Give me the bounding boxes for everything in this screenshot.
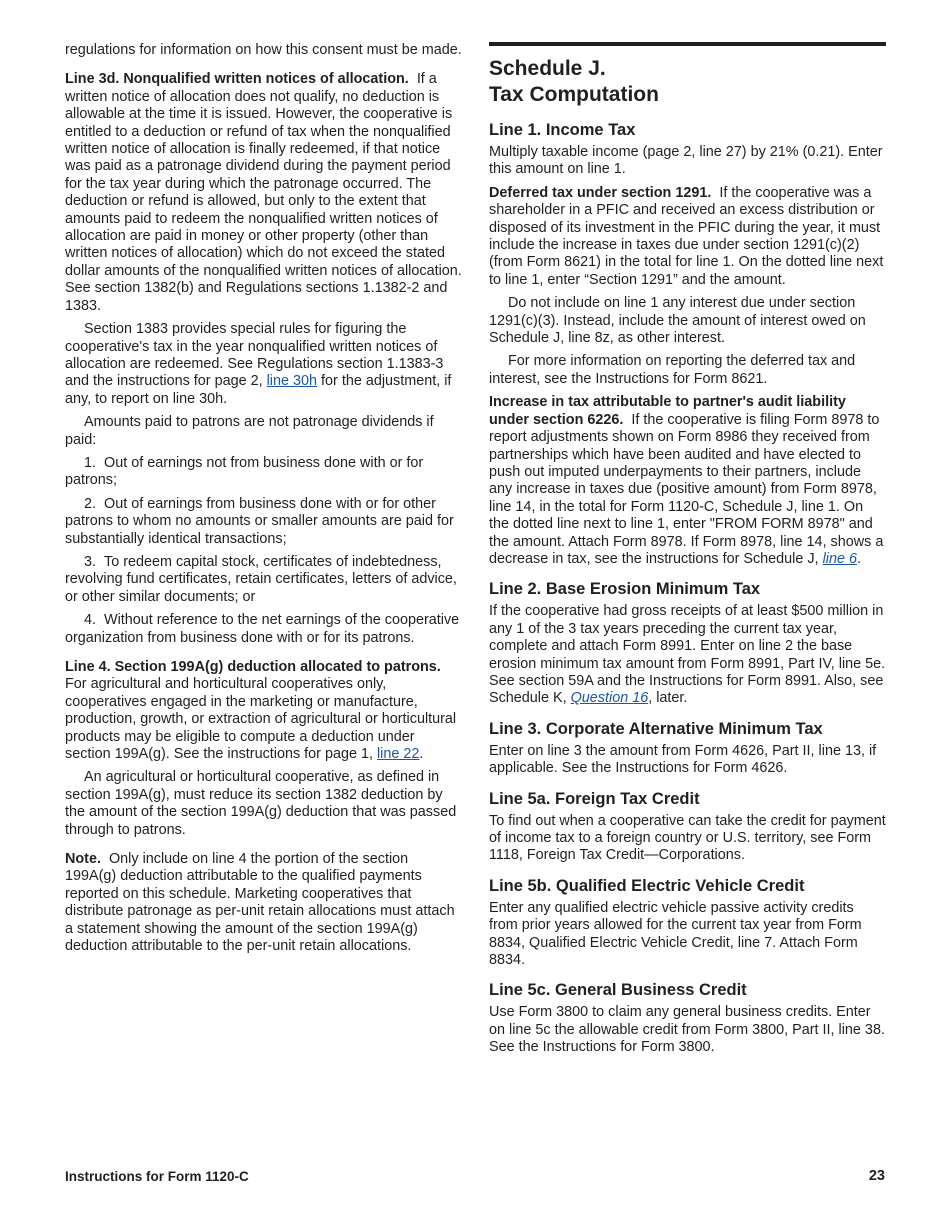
paragraph-line-3d xyxy=(65,71,463,315)
paragraph-section-1383 xyxy=(65,321,463,408)
list-item-1: 1. Out of earnings not from business done with or for patrons; xyxy=(65,454,424,489)
paragraph-line-2 xyxy=(489,603,886,707)
title-line-1: Schedule J. xyxy=(489,57,606,80)
line-3d-body: If a written notice of allocation does not qualify, no deduction is allowable at the time it is issued. However, the cooperative is entitled to a deduction or refund of tax when the nonqualified written notice of allocation is finally redeemed, if that notice was paid as a patronage dividend during the payment period for the tax year during which the patronage occurred. The deduction or refund is allowed, but only to the extent that amounts paid to redeem the nonqualified written notices of allocation are paid in money or other property (other than written notices of allocation) which do not exceed the stated dollar amounts of the nonqualified written notices of allocation. See section 1382(b) and Regulations sections 1.1382-2 and 1383. xyxy=(65,71,462,314)
line-4-body-end: . xyxy=(419,746,424,763)
heading-line-1: Line 1. Income Tax xyxy=(489,121,636,139)
paragraph-line-5b: Enter any qualified electric vehicle passive activity credits from prior years allowed for the current tax year from Form 8834, Qualified Electric Vehicle Credit, line 7. Attach Form 8834. xyxy=(489,899,862,969)
list-item-3: 3. To redeem capital stock, certificates of indebtedness, revolving fund certificates, retain certificates, letters of advice, or other similar documents; or xyxy=(65,553,457,605)
paragraph-audit-liability xyxy=(489,394,886,568)
title-line-2: Tax Computation xyxy=(489,83,659,106)
audit-liability-body: If the cooperative is filing Form 8978 to report adjustments shown on Form 8986 they received from partnerships which have been audited and have elected to push out imputed underpayments to their partners, include any increase in taxes due (positive amount) from Form 8978, line 14, in the total for Form 1120-C, Schedule J, line 1. On the dotted line next to line 1, enter "FROM FORM 8978" and the amount. Attach Form 8978. If Form 8978, line 14, shows a decrease in tax, see the instructions for Schedule J, xyxy=(489,411,884,567)
list-item-2: 2. Out of earnings from business done with or for other patrons to whom no amounts or smaller amounts are paid for substantially identical transactions; xyxy=(65,495,454,547)
paragraph-note xyxy=(65,851,463,955)
note-heading: Note. xyxy=(65,851,101,868)
line-30h-link[interactable]: line 30h xyxy=(266,373,318,390)
line-2-body: If the cooperative had gross receipts of at least $500 million in any 1 of the 3 tax years preceding the current tax year, complete and attach Form 8991. Enter on line 2 the base erosion minimum tax amount from Form 8991, Part IV, line 5e. See section 59A and the Instructions for Form 8991. Also, see Schedule K, xyxy=(489,603,886,707)
section-rule xyxy=(489,42,886,46)
note-body: Only include on line 4 the portion of the section 199A(g) deduction attributable to the qualified payments reported on this schedule. Marketing cooperatives that distribute patronage as per-unit retain allocations must attach a statement showing the amount of the section 199A(g) deduction attributable to the per-unit retain allocations. xyxy=(65,851,455,955)
paragraph-line-1: Multiply taxable income (page 2, line 27) by 21% (0.21). Enter this amount on line 1. xyxy=(489,144,883,178)
right-column xyxy=(489,42,886,1063)
paragraph-deferred-interest: Do not include on line 1 any interest due under section 1291(c)(3). Instead, include the amount of interest owed on Schedule J, line 8z, as other interest. xyxy=(489,295,866,347)
paragraph-continued: regulations for information on how this consent must be made. xyxy=(65,42,462,58)
footer-page-number: 23 xyxy=(868,1168,885,1184)
question-16-link[interactable]: Question 16 xyxy=(570,690,649,707)
line-6-link[interactable]: line 6 xyxy=(822,550,857,567)
paragraph-agricultural-cooperative: An agricultural or horticultural cooperative, as defined in section 199A(g), must reduce its section 1382 deduction by the amount of the section 199A(g) deduction that was passed through to patrons. xyxy=(65,769,457,838)
paragraph-line-4 xyxy=(65,659,463,763)
heading-line-5b: Line 5b. Qualified Electric Vehicle Credit xyxy=(489,876,805,895)
paragraph-deferred-tax xyxy=(489,185,886,289)
schedule-j-title xyxy=(489,56,886,108)
deferred-tax-heading: Deferred tax under section 1291. xyxy=(489,184,712,201)
heading-line-5a: Line 5a. Foreign Tax Credit xyxy=(489,789,700,808)
audit-liability-heading: Increase in tax attributable to partner's audit liability under section 6226. xyxy=(489,394,846,428)
heading-line-5c: Line 5c. General Business Credit xyxy=(489,981,747,1000)
list-item-4: 4. Without reference to the net earnings of the cooperative organization from business done with or for its patrons. xyxy=(65,612,460,646)
line-4-body: For agricultural and horticultural cooperatives only, cooperatives engaged in the marketing or manufacture, production, growth, or extraction of agricultural or horticultural products may be eligible to compute a deduction under section 199A(g). See the instructions for page 1, xyxy=(65,676,457,763)
paragraph-deferred-more-info: For more information on reporting the deferred tax and interest, see the Instructions for Form 8621. xyxy=(489,353,856,387)
section-1383-text-end: for the adjustment, if any, to report on line 30h. xyxy=(65,373,452,407)
line-3d-heading: Line 3d. Nonqualified written notices of allocation. xyxy=(65,71,409,88)
paragraph-line-5a: To find out when a cooperative can take the credit for payment of income tax to a foreign country or U.S. territory, see Form 1118, Foreign Tax Credit—Corporations. xyxy=(489,812,886,864)
heading-line-3: Line 3. Corporate Alternative Minimum Tax xyxy=(489,719,823,738)
line-4-heading: Line 4. Section 199A(g) deduction allocated to patrons. xyxy=(65,659,441,675)
deferred-tax-body: If the cooperative was a shareholder in a PFIC and received an excess distribution or disposed of its investment in the PFIC during the year, it must include the increase in taxes due under section 1291(c)(2) (from Form 8621) in the total for line 1. On the dotted line next to line 1, enter “Section 1291” and the amount. xyxy=(489,184,884,288)
line-2-body-end: , later. xyxy=(648,690,688,707)
section-1383-text: Section 1383 provides special rules for figuring the cooperative's tax in the year nonqualified written notices of allocation are redeemed. See Regulations section 1.1383-3 and the instructions for page 2, xyxy=(65,321,444,390)
line-22-link[interactable]: line 22 xyxy=(376,746,420,763)
paragraph-line-5c: Use Form 3800 to claim any general business credits. Enter on line 5c the allowable credit from Form 3800, Part II, line 38. See the Instructions for Form 3800. xyxy=(489,1004,885,1056)
left-column xyxy=(65,42,463,962)
audit-liability-body-end: . xyxy=(856,550,861,567)
paragraph-line-3: Enter on line 3 the amount from Form 4626, Part II, line 13, if applicable. See the Instructions for Form 4626. xyxy=(489,742,877,777)
paragraph-amounts-paid: Amounts paid to patrons are not patronage dividends if paid: xyxy=(65,414,434,448)
heading-line-2: Line 2. Base Erosion Minimum Tax xyxy=(489,580,761,599)
footer-form-name: Instructions for Form 1120-C xyxy=(65,1169,249,1184)
